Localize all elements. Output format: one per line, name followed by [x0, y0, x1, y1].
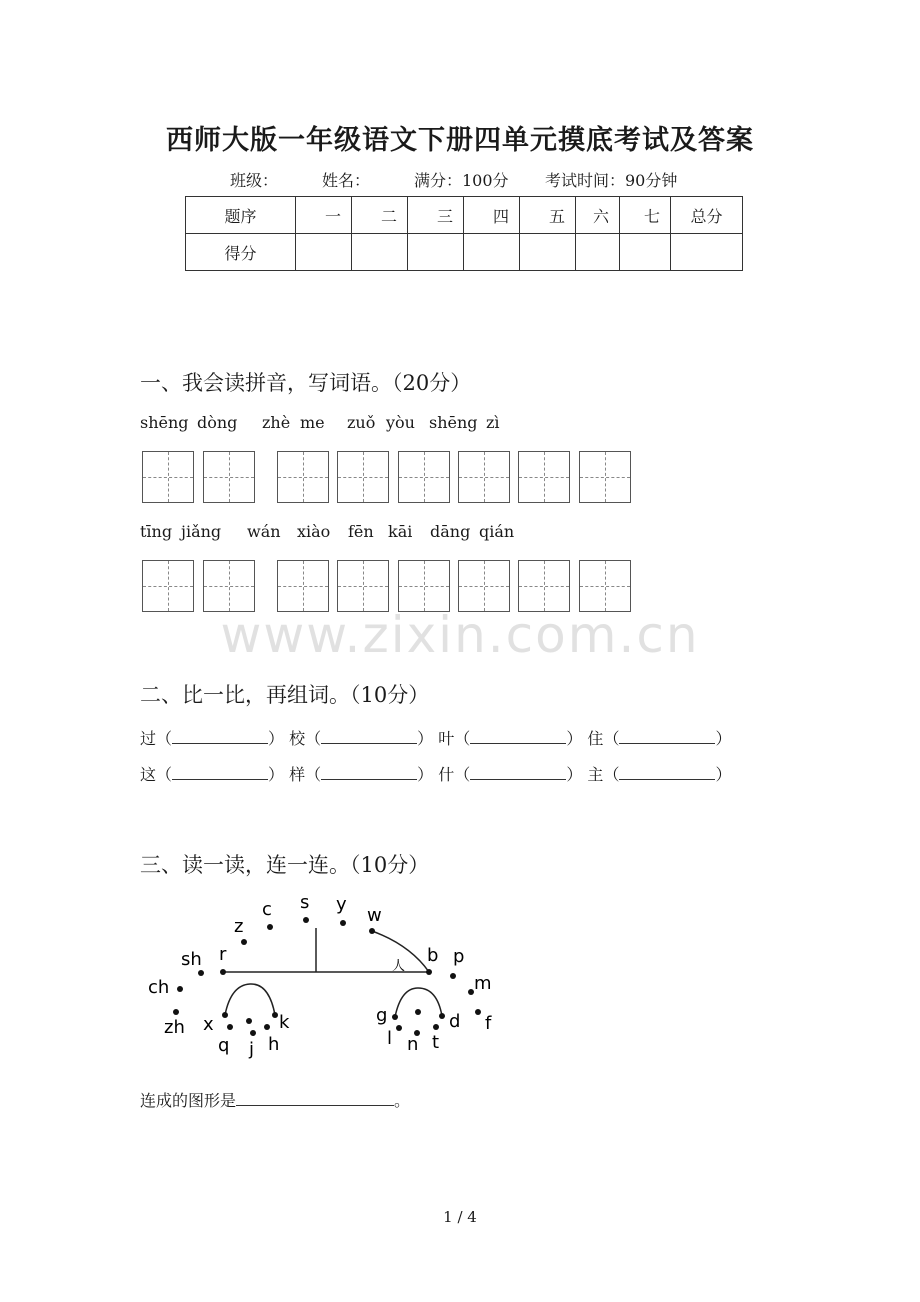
letter-label: m — [474, 973, 492, 994]
pinyin-label: zhè — [262, 413, 291, 432]
close-paren: ） — [715, 729, 732, 748]
word-row — [140, 726, 731, 749]
answer-blank[interactable] — [619, 729, 715, 744]
dot[interactable] — [475, 1009, 481, 1015]
score-cell[interactable] — [671, 234, 743, 271]
dot[interactable] — [433, 1024, 439, 1030]
word-char: 住 — [587, 729, 604, 748]
writing-grid-cell[interactable] — [337, 451, 389, 503]
writing-grid-cell[interactable] — [142, 451, 194, 503]
letter-label: r — [219, 944, 227, 965]
letter-label: g — [376, 1005, 388, 1026]
dot[interactable] — [415, 1009, 421, 1015]
open-paren: （ — [156, 729, 173, 748]
letter-label: p — [453, 946, 465, 967]
dot[interactable] — [340, 920, 346, 926]
pinyin-label: wán — [247, 522, 281, 541]
score-header-cell: 题序 — [186, 197, 296, 234]
letter-label: w — [367, 905, 382, 926]
open-paren: （ — [156, 765, 173, 784]
pinyin-label: shēng — [140, 413, 189, 432]
letter-label: d — [449, 1011, 461, 1032]
writing-grid-cell[interactable] — [277, 451, 329, 503]
score-header-cell: 七 — [620, 197, 671, 234]
letter-label: f — [485, 1013, 492, 1034]
pinyin-label: me — [300, 413, 325, 432]
score-table-header-row — [186, 197, 743, 234]
writing-grid-cell[interactable] — [337, 560, 389, 612]
writing-grid-cell[interactable] — [579, 451, 631, 503]
writing-grid-cell[interactable] — [203, 560, 255, 612]
section2-heading: 二、比一比，再组词。（10分） — [140, 683, 430, 707]
dot[interactable] — [222, 1012, 228, 1018]
writing-grid-cell[interactable] — [518, 451, 570, 503]
page-title: 西师大版一年级语文下册四单元摸底考试及答案 — [166, 125, 754, 156]
letter-label: q — [218, 1035, 230, 1056]
letter-label: j — [249, 1039, 255, 1060]
open-paren: （ — [305, 765, 322, 784]
dot[interactable] — [264, 1024, 270, 1030]
writing-grid-cell[interactable] — [458, 451, 510, 503]
close-paren: ） — [268, 729, 285, 748]
score-header-cell: 三 — [408, 197, 464, 234]
answer-blank[interactable] — [470, 729, 566, 744]
answer-blank[interactable] — [172, 765, 268, 780]
close-paren: ） — [566, 765, 583, 784]
score-header-cell: 五 — [520, 197, 576, 234]
letter-label: b — [427, 945, 439, 966]
dot[interactable] — [369, 928, 375, 934]
open-paren: （ — [454, 729, 471, 748]
open-paren: （ — [603, 765, 620, 784]
letter-label: x — [203, 1014, 214, 1035]
dot[interactable] — [198, 970, 204, 976]
word-char: 过 — [140, 729, 157, 748]
word-char: 样 — [289, 765, 306, 784]
letter-label: ch — [148, 977, 170, 998]
dot[interactable] — [241, 939, 247, 945]
writing-grid-cell[interactable] — [579, 560, 631, 612]
writing-grid-cell[interactable] — [398, 560, 450, 612]
score-cell[interactable] — [520, 234, 576, 271]
dot[interactable] — [439, 1013, 445, 1019]
dot[interactable] — [450, 973, 456, 979]
writing-grid-cell[interactable] — [518, 560, 570, 612]
word-char: 主 — [587, 765, 604, 784]
word-char: 叶 — [438, 729, 455, 748]
pinyin-label: qián — [479, 522, 515, 541]
close-paren: ） — [566, 729, 583, 748]
dot[interactable] — [250, 1030, 256, 1036]
wheel-arc-left — [225, 984, 275, 1015]
word-row — [140, 762, 731, 785]
dot[interactable] — [272, 1012, 278, 1018]
letter-label: c — [262, 899, 272, 920]
pinyin-label: tīng — [140, 522, 173, 541]
score-row-label: 得分 — [186, 234, 296, 271]
answer-blank[interactable] — [321, 765, 417, 780]
answer-blank[interactable] — [321, 729, 417, 744]
dot[interactable] — [396, 1025, 402, 1031]
answer-blank[interactable] — [470, 765, 566, 780]
score-header-cell: 总分 — [671, 197, 743, 234]
pinyin-label: shēng — [429, 413, 478, 432]
writing-grid-cell[interactable] — [277, 560, 329, 612]
open-paren: （ — [603, 729, 620, 748]
dot[interactable] — [177, 986, 183, 992]
pinyin-label: zì — [486, 413, 500, 432]
score-table — [185, 196, 743, 271]
score-cell[interactable] — [296, 234, 352, 271]
open-paren: （ — [454, 765, 471, 784]
watermark: www.zixin.com.cn — [220, 606, 700, 664]
answer-blank[interactable] — [172, 729, 268, 744]
name-label: 姓名： — [322, 171, 371, 190]
writing-grid-cell[interactable] — [458, 560, 510, 612]
letter-label: n — [407, 1034, 419, 1055]
letter-label: h — [268, 1034, 280, 1055]
writing-grid-cell[interactable] — [203, 451, 255, 503]
word-char: 校 — [289, 729, 306, 748]
score-table-score-row — [186, 234, 743, 271]
dot[interactable] — [303, 917, 309, 923]
close-paren: ） — [715, 765, 732, 784]
pinyin-label: xiào — [297, 522, 331, 541]
score-cell[interactable] — [352, 234, 408, 271]
letter-label: y — [336, 894, 347, 915]
letter-label: sh — [181, 949, 202, 970]
exam-time: 考试时间：90分钟 — [545, 171, 678, 190]
dot[interactable] — [426, 969, 432, 975]
full-score: 满分：100分 — [414, 171, 509, 190]
shape-answer-blank[interactable] — [236, 1091, 394, 1106]
score-cell[interactable] — [464, 234, 520, 271]
letter-label: s — [300, 892, 310, 913]
pinyin-label: yòu — [386, 413, 415, 432]
dot[interactable] — [392, 1014, 398, 1020]
score-header-cell: 四 — [464, 197, 520, 234]
person-char: 人 — [392, 959, 406, 974]
section1-heading: 一、我会读拼音，写词语。（20分） — [140, 371, 472, 395]
answer-blank[interactable] — [619, 765, 715, 780]
class-label: 班级： — [230, 171, 279, 190]
dot[interactable] — [220, 969, 226, 975]
pinyin-label: jiǎng — [181, 522, 222, 541]
page-number: 1 / 4 — [443, 1208, 477, 1226]
writing-grid-cell[interactable] — [142, 560, 194, 612]
score-header-cell: 六 — [576, 197, 620, 234]
score-header-cell: 一 — [296, 197, 352, 234]
score-cell[interactable] — [620, 234, 671, 271]
word-char: 什 — [438, 765, 455, 784]
pinyin-label: dòng — [197, 413, 238, 432]
letter-label: zh — [164, 1017, 185, 1038]
close-paren: ） — [417, 765, 434, 784]
letter-label: l — [387, 1028, 393, 1049]
pinyin-label: zuǒ — [347, 413, 376, 432]
dot[interactable] — [246, 1018, 252, 1024]
pinyin-label: dāng — [430, 522, 471, 541]
open-paren: （ — [305, 729, 322, 748]
connect-dots-figure — [140, 890, 500, 1065]
close-paren: ） — [268, 765, 285, 784]
letter-label: t — [432, 1032, 440, 1053]
answer-line — [140, 1088, 410, 1111]
writing-grid-cell[interactable] — [398, 451, 450, 503]
dot[interactable] — [227, 1024, 233, 1030]
answer-end: 。 — [394, 1091, 411, 1110]
word-char: 这 — [140, 765, 157, 784]
dot[interactable] — [173, 1009, 179, 1015]
score-cell[interactable] — [576, 234, 620, 271]
score-header-cell: 二 — [352, 197, 408, 234]
close-paren: ） — [417, 729, 434, 748]
letter-label: k — [279, 1012, 290, 1033]
answer-label: 连成的图形是 — [140, 1091, 237, 1110]
letter-label: z — [234, 916, 244, 937]
pinyin-label: fēn — [348, 522, 374, 541]
pinyin-label: kāi — [388, 522, 413, 541]
section3-heading: 三、读一读，连一连。（10分） — [140, 853, 430, 877]
score-cell[interactable] — [408, 234, 464, 271]
dot[interactable] — [267, 924, 273, 930]
